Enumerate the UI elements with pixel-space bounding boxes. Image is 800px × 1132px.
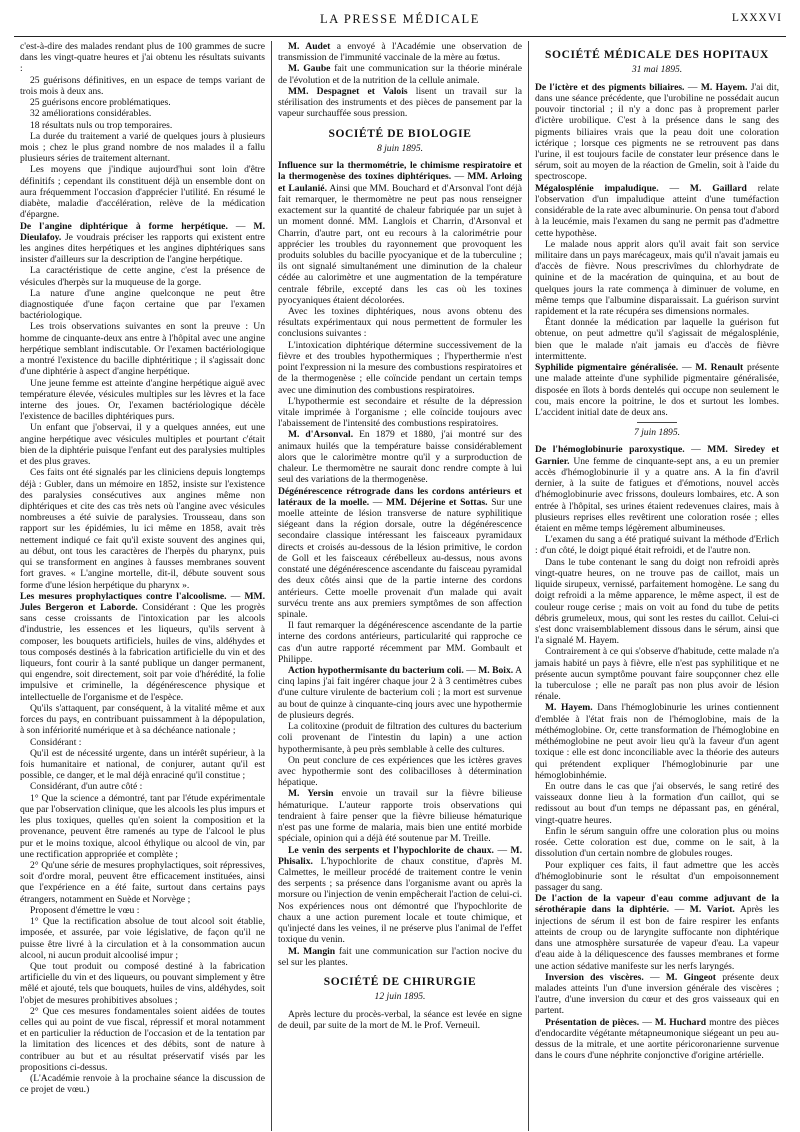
paragraph-text: L'examen du sang a été pratiqué suivant la méthode d'Erlich : d'un côté, le doigt piqué était refroidi, et de l'autre non. <box>535 534 779 557</box>
paragraph-text: La durée du traitement a varié de quelques jours à plusieurs mois ; chez le plus grand nombre de nos malades il a fallu plusieurs séries de traitement alternant. <box>20 130 265 165</box>
article-paragraph <box>535 317 779 362</box>
article-paragraph <box>535 557 779 647</box>
author-name: M. Hayem. <box>700 81 748 93</box>
paragraph-text: L'hypochlorite de chaux constitue, d'après M. Calmettes, le meilleur procédé de traitement contre le venin des serpents ; sa présence dans l'organisme avant ou après la morsure ou l'injection de venin empêcherait l'action de celui-ci. Nos expériences nous ont démontré que l'hypochlorite de chaux a une action purement locale et toute chimique, et qu'injecté dans les veines, il ne préserve plus l'animal de l'effet toxique du venin. <box>278 855 522 946</box>
author-name: M. Dieulafoy. <box>20 220 265 243</box>
paragraph-text: Qu'ils s'attaquent, par conséquent, à la vitalité même et aux forces du pays, en contribuant puissamment à la dépopulation, à son infériorité numérique et à sa déchéance nationale ; <box>20 702 265 737</box>
article-paragraph <box>535 860 779 894</box>
article-paragraph: Mégalosplénie impaludique. — M. Gaillard relate l'observation d'un impaludique atteint d'une tuméfaction considérable de la rate avec albuminurie. On pensa tout d'abord à la leucémie, mais l'examen du sang ne permit pas d'admettre cette hypothèse. <box>535 182 780 239</box>
paragraph-text: Que tout produit ou composé destiné à la fabrication artificielle du vin et des liqueurs, ou pouvant simplement y être mêlé et ajouté, tels que bouquets, huiles de vins, aldéhydes, soit l'objet de mesures prohibitives absolues ; <box>20 960 265 1006</box>
article-title: De l'action de la vapeur d'eau comme adjuvant de la sérothérapie dans la diphtérie. <box>535 893 779 916</box>
author-name: MM. Déjerine et Sottas. <box>386 496 488 508</box>
paragraph-text: Avec les toxines diphtériques, nous avons obtenu des résultats expérimentaux qui nous permettent de formuler les conclusions suivantes : <box>278 306 522 340</box>
article-paragraph: Présentation de pièces. — M. Huchard montre des pièces d'endocardite végétante métapneumonique siégeant un peu au-dessus de la mitrale, et une aortite péricoronarienne survenue dans le cours d'une néphrite conjonctive d'origine artérielle. <box>535 1016 780 1062</box>
article-paragraph <box>278 63 522 85</box>
author-name: M. Boix. <box>478 665 514 677</box>
article-paragraph <box>20 916 265 961</box>
session-date: 7 juin 1895. <box>633 427 681 439</box>
running-head <box>14 0 786 37</box>
article-paragraph <box>278 755 522 789</box>
paragraph-text: Enfin le sérum sanguin offre une coloration plus ou moins rosée. Cette coloration est due, comme on le sait, à la dissolution d'un certain nombre de globules rouges. <box>535 825 779 860</box>
paragraph-text: Après lecture du procès-verbal, la séance est levée en signe de deuil, par suite de la mort de M. le Prof. Verneuil. <box>278 1008 522 1031</box>
paragraph-text: Qu'il est de nécessité urgente, dans un intérêt supérieur, à la fois humanitaire et national, de conjurer, autant qu'il est possible, ce danger, et le mal déjà enraciné qu'il constitue ; <box>20 747 265 782</box>
paragraph-text: Considérant, d'un autre côté : <box>30 781 143 793</box>
author-name: M. Gingeot <box>665 971 716 983</box>
article-paragraph <box>20 793 265 860</box>
section-heading: SOCIÉTÉ DE CHIRURGIE <box>323 975 477 988</box>
paragraph-text: Contrairement à ce qui s'observe d'habitude, cette malade n'a jamais habité un pays à fièvre, elle n'est pas syphilitique et ne présente aucun symptôme pouvant faire soupçonner chez elle la tuberculose ; elle ne paraît pas non plus avoir de lésion rénale. <box>535 646 779 703</box>
author-name: M. Yersin <box>288 788 334 800</box>
paragraph-text: La colitoxine (produit de filtration des cultures du bacterium coli provenant de l'intestin du lapin) a une action hypothermisante, à peu près semblable à celle des cultures. <box>278 721 522 755</box>
article-paragraph: Syphilide pigmentaire généralisée. — M. Renault présente une malade atteinte d'une syphilide pigmentaire généralisée, disposée en îlots à bords dentelés qui occupe non seulement le cou, mais encore la poitrine, le dos et surtout les lombes. L'accident initial date de deux ans. <box>535 362 780 419</box>
paragraph-text: Ainsi que MM. Bouchard et d'Arsonval l'ont déjà fait remarquer, le thermomètre ne peut pas nous renseigner exactement sur la quantité de chaleur fabriquée par un sujet à un moment donné. MM. Langlois et Charrin, d'Arsonval et Charrin, d'autre part, ont eu recours à la calorimétrie pour apprécier les troubles du rayonnement que provoquent les produits solubles du bacille pyocyanique et de la tuberculine ; ils ont signalé simultanément une diminution de la chaleur cédée au calorimètre et une augmentation de la température centrale fébrile, excepté dans les cas où les toxines pyocyaniques étaient décolorées. <box>278 182 522 306</box>
article-paragraph <box>20 120 265 131</box>
paragraph-text: Considérant : <box>30 736 82 748</box>
article-paragraph: De l'ictère et des pigments biliaires. — M. Hayem. J'ai dit, dans une séance précédente, que l'urobiline ne possédait aucun pouvoir tinctorial ; il n'y a donc pas à proprement parler d'ictère urobilique. C'est à la présence dans le sang des pigments biliaires vrais que la peau doit une coloration ictérique ; lorsque ces pigments ne se retrouvent pas dans l'urine, il est toujours facile de constater leur présence dans le sérum, soit au moyen de la réaction de Gmelin, soit à l'aide du spectroscope. <box>535 81 780 183</box>
article-paragraph <box>278 946 522 968</box>
paragraph-text: Je voudrais préciser les rapports qui existent entre les angines dites herpétiques et les angines diphtériques sans insister d'ailleurs sur la description de l'angine herpétique. <box>20 231 265 266</box>
article-paragraph <box>20 131 265 165</box>
section-divider <box>637 422 677 423</box>
article-title: Les mesures prophylactiques contre l'alcoolisme. <box>20 590 227 602</box>
article-paragraph <box>20 422 265 467</box>
paragraph-text: Après les injections de sérum il est bon de faire respirer les enfants atteints de croup ou de laryngite suffocante non diphtérique dans une atmosphère sursaturée de vapeur d'eau. La vapeur d'eau aide à la déliquescence des fausses membranes et forme une action sédative manifeste sur les nerfs laryngés. <box>535 904 779 972</box>
author-name: M. Mangin <box>288 945 336 957</box>
paragraph-text: Il faut remarquer la dégénérescence ascendante de la partie interne des cordons antérieurs, particularité qui rapproche ce cas d'un autre rapporté récemment par MM. Gombault et Philippe. <box>278 620 522 665</box>
paragraph-text: L'hypothermie est secondaire et résulte de la dépression vitale imprimée à l'organisme ; elle coïncide toujours avec l'abaissement de l'intensité des combustions respiratoires. <box>278 395 522 430</box>
author-name: M. Renault <box>695 362 744 374</box>
article-title: De l'hémoglobinurie paroxystique. <box>535 444 685 456</box>
session-date: 8 juin 1895. <box>376 142 424 154</box>
article-paragraph: De l'hémoglobinurie paroxystique. — MM. Siredey et Garnier. Une femme de cinquante-sept ans, a eu un premier accès d'hémoglobinurie il y a quatre ans. A la fin d'avril dernier, à la suite de fatigues et d'émotions, nouvel accès d'hémoglobinurie avec frissons, douleurs lombaires, etc. A son entrée à l'hôpital, ses urines étaient redevenues claires, mais à plusieurs reprises elles revêtirent une coloration rosée ; elles étaient en même temps légèrement albumineuses. <box>535 444 780 534</box>
author-name: MM. Jules Bergeron et Laborde. <box>20 590 265 613</box>
paragraph-text: a envoyé à l'Académie une observation de transmission de l'immunité vaccinale de la mère au fœtus. <box>278 41 523 64</box>
paragraph-text: 2° Qu'une série de mesures prophylactiques, soit répressives, soit d'ordre moral, peuvent être efficacement instituées, ainsi que l'expérience en a été faite, surtout dans certains pays étrangers, notamment en Suède et Norvège ; <box>20 859 265 905</box>
author-name: M. Audet <box>288 41 331 52</box>
paragraph-text: lisent un travail sur la stérilisation des instruments et des pièces de pansement par la vapeur surchauffée sous pression. <box>278 85 522 120</box>
article-title: Présentation de pièces. <box>545 1016 640 1028</box>
paragraph-text: 25 guérisons encore problématiques. <box>30 97 171 109</box>
paragraph-text: 1° Que la rectification absolue de tout alcool soit établie, imposée, et assurée, par voie législative, de façon qu'il ne puisse être livré à la circulation et à la consommation aucun alcool, ni aucun produit alcoolisé impur ; <box>20 916 265 961</box>
article-paragraph: Inversion des viscères. — M. Gingeot présente deux malades atteints l'un d'une inversion générale des viscères ; l'autre, d'une inversion du cœur et des gros vaisseaux qui en partent. <box>535 971 779 1017</box>
paragraph-text: Sur une moelle atteinte de lésion transverse de nature syphilitique siégeant dans la région dorsale, outre la dégénérescence secondaire classique intéressant les faisceaux pyramidaux directs et croisés au-dessous de la lésion primitive, le cordon de Goll et les faisceaux cérébelleux au-dessus, nous avons constaté une dégénérescence ascendante du faisceau pyramidal des deux côtés ainsi que de la partie interne des cordons antérieurs. Cette moelle provenait d'un malade qui avait survécu trente ans aux premiers symptômes de son affection spinale. <box>278 496 523 620</box>
article-title: Action hypothermisante du bacterium coli. <box>288 665 464 677</box>
paragraph-text: La caractéristique de cette angine, c'est la présence de vésicules d'herpès sur la muqueuse de la gorge. <box>20 265 265 288</box>
paragraph-text: Pour expliquer ces faits, il faut admettre que les accès d'hémoglobinurie sont le résultat d'un empoisonnement passager du sang. <box>535 859 779 893</box>
paragraph-text: Le malade nous apprit alors qu'il avait fait son service militaire dans un pays marécageux, mais qu'il n'avait jamais eu d'accès de fièvre. Nous prescrivîmes du chlorhydrate de quinine et de la macération de quinquina, et au bout de quelques jours la rate commença à diminuer de volume, en même temps que l'albumine disparaissait. La guérison survint rapidement et la rate récupéra ses dimensions normales. <box>535 238 779 318</box>
paragraph-text: montre des pièces d'endocardite végétante métapneumonique siégeant un peu au-dessus de la mitrale, et une aortite péricoronarienne survenue dans le cours d'une néphrite conjonctive d'origine artérielle. <box>535 1016 780 1062</box>
paragraph-text: fait une communication sur la théorie minérale de l'évolution et de la nutrition de la cellule animale. <box>278 63 522 86</box>
article-paragraph <box>20 288 265 322</box>
paragraph-text: Étant donnée la médication par laquelle la guérison fut obtenue, on peut admettre qu'il s'agissait de mégalosplénie, bien que le malade n'ait jamais eu d'accès de fièvre intermittente. <box>535 317 779 362</box>
paragraph-text: L'intoxication diphtérique détermine successivement de la fièvre et des troubles hypothermiques ; l'hyperthermie n'est point l'expression ni la mesure des combustions respiratoires et de la thermogenèse ; elle coïncide pendant un certain temps avec une diminution des combustions respiratoires. <box>278 339 522 396</box>
paragraph-text: Un enfant que j'observai, il y a quelques années, eut une angine herpétique avec vésicules multiples et pourtant c'était bien de la diphtérie puisque l'enfant eut des paralysies multiples et des plus graves. <box>20 422 265 468</box>
article-paragraph <box>20 1073 265 1095</box>
article-paragraph: Le venin des serpents et l'hypochlorite de chaux. — M. Phisalix. L'hypochlorite de chaux constitue, d'après M. Calmettes, le meilleur procédé de traitement contre le venin des serpents ; sa présence dans l'organisme avant ou après la morsure ou l'injection de venin empêcherait l'action de celui-ci. Nos expériences nous ont démontré que l'hypochlorite de chaux a une action purement locale et toute chimique, et qu'injecté dans les veines, il ne préserve plus l'animal de l'effet toxique du venin. <box>278 844 523 946</box>
paragraph-text: relate l'observation d'un impaludique atteint d'une tuméfaction considérable de la rate avec albuminurie. On pensa tout d'abord à la leucémie, mais l'examen du sang ne permit pas d'admettre cette hypothèse. <box>535 182 780 239</box>
paragraph-text: (L'Académie renvoie à la prochaine séance la discussion de ce projet de vœu.) <box>20 1073 265 1096</box>
paragraph-text: 2° Que ces mesures fondamentales soient aidées de toutes celles qui au point de vue fiscal, répressif et moral notamment et en particulier la réduction de l'occasion et de la tentation par la limitation des licences et des débits, sont de nature à contribuer au but et au résultat préservatif visés par les propositions ci-dessus. <box>20 1005 265 1073</box>
article-paragraph <box>20 737 265 748</box>
article-paragraph: De l'angine diphtérique à forme herpétique. — M. Dieulafoy. Je voudrais préciser les rapports qui existent entre les angines dites herpétiques et les angines diphtériques sans insister d'ailleurs sur la description de l'angine herpétique. <box>20 220 265 266</box>
author-name: MM. Arloing et Laulanié. <box>278 171 522 194</box>
session-date: 12 juin 1895. <box>374 991 426 1003</box>
paragraph-text: Une jeune femme est atteinte d'angine herpétique aiguë avec température élevée, vésicules multiples sur les lèvres et la face interne des joues. Or, l'examen bactériologique décèle l'existence de bacilles diphtériques purs. <box>20 377 265 423</box>
article-paragraph <box>278 41 522 63</box>
column-left <box>14 41 271 1131</box>
paragraph-text: Les moyens que j'indique aujourd'hui sont loin d'être définitifs ; cependant ils constituent déjà un ensemble dont on aura fréquemment l'occasion d'apprécier l'utilité. En résumé le diabète, maladie d'accélération, relève de la médication d'épargne. <box>20 164 265 221</box>
article-paragraph <box>20 748 265 782</box>
paragraph-text: 18 résultats nuls ou trop temporaires. <box>30 119 173 131</box>
paragraph-text: Une femme de cinquante-sept ans, a eu un premier accès d'hémoglobinurie il y a quatre ans. A la fin d'avril dernier, à la suite de fatigues et d'émotions, nouvel accès d'hémoglobinurie avec frissons, douleurs lombaires, etc. A son entrée à l'hôpital, ses urines étaient redevenues claires, mais à plusieurs reprises elles revêtirent une coloration rosée ; elles étaient en même temps légèrement albumineuses. <box>535 455 779 534</box>
article-paragraph <box>20 1006 265 1073</box>
article-title: Le venin des serpents et l'hypochlorite de chaux. <box>288 844 494 856</box>
article-paragraph <box>278 721 522 755</box>
author-name: M. Gaillard <box>689 182 747 194</box>
paragraph-text: présente une malade atteinte d'une syphilide pigmentaire généralisée, disposée en îlots à bords dentelés qui occupe non seulement le cou, mais encore la poitrine, le dos et surtout les lombes. L'accident initial date de deux ans. <box>535 362 780 419</box>
author-name: M. Huchard <box>654 1016 707 1028</box>
article-paragraph <box>278 306 522 340</box>
author-name: M. Gaube <box>288 63 331 75</box>
article-paragraph <box>20 378 265 423</box>
article-paragraph <box>535 826 779 860</box>
article-paragraph <box>535 239 779 318</box>
columns <box>14 41 786 1131</box>
article-paragraph <box>535 534 779 556</box>
article-paragraph: Influence sur la thermométrie, le chimisme respiratoire et la thermogenèse des toxines diphtériques. — MM. Arloing et Laulanié. Ainsi que MM. Bouchard et d'Arsonval l'ont déjà fait remarquer, le thermomètre ne peut pas nous renseigner exactement sur la quantité de chaleur fabriquée par un sujet à un moment donné. MM. Langlois et Charrin, d'Arsonval et Charrin, d'autre part, ont eu recours à la calorimétrie pour apprécier les troubles du rayonnement que provoquent les produits solubles du bacille pyocyanique et de la tuberculine ; ils ont signalé simultanément une diminution de la chaleur cédée au calorimètre et une augmentation de la température centrale fébrile, excepté dans les cas où les toxines pyocyaniques étaient décolorées. <box>278 160 522 306</box>
article-paragraph <box>20 41 265 75</box>
column-middle <box>271 41 528 1131</box>
article-paragraph <box>20 108 265 119</box>
article-paragraph <box>20 467 265 590</box>
paragraph-text: Ces faits ont été signalés par les cliniciens depuis longtemps déjà : Gubler, dans un mémoire en 1852, insiste sur l'existence des paralysies consécutives aux angines même non diphtériques et cite des cas très nets où l'angine avec vésicules nombreuses a été suivie de paralysies. Trousseau, dans son rapport sur les épidémies, lu ici même en 1858, avait très nettement indiqué ce fait qu'il existe souvent des angines qui, au début, ont tous les caractères de l'herpès du pharynx, puis qui se transforment en angines à fausses membranes souvent fort graves. « L'angine mortelle, dit-il, débute souvent sous forme d'une lésion herpétique du pharynx ». <box>20 467 265 591</box>
article-paragraph <box>20 321 265 377</box>
article-paragraph <box>535 646 779 702</box>
paragraph-text: On peut conclure de ces expériences que les ictères graves avec hypothermie sont des colibacilloses à détermination hépatique. <box>278 754 522 789</box>
article-paragraph <box>278 340 522 396</box>
paragraph-text: fait une communication sur l'action nocive du sel sur les plantes. <box>278 945 522 968</box>
article-paragraph <box>20 905 265 916</box>
paragraph-text: La nature d'une angine quelconque ne peut être diagnostiquée d'une façon certaine que par l'examen bactériologique. <box>20 287 265 322</box>
article-paragraph <box>20 703 265 737</box>
paragraph-text: 1° Que la science a démontré, tant par l'étude expérimentale que par l'observation clinique, que les alcools les plus impurs et les plus toxiques, quelles qu'en soient la composition et la provenance, peuvent être ramenés au type de l'alcool le plus pur et le moins toxique, alcool éthylique ou alcool de vin, par une rectification appropriée et complète ; <box>20 792 265 860</box>
paragraph-text: c'est-à-dire des malades rendant plus de 100 grammes de sucre dans les vingt-quatre heures et j'ai obtenu les résultats suivants : <box>20 41 265 75</box>
author-name: M. Hayem. <box>545 702 593 714</box>
paragraph-text: envoie un travail sur la fièvre bilieuse hématurique. L'auteur rapporte trois observations qui tendraient à faire penser que la fièvre bilieuse hématurique n'est pas une forme de malaria, mais bien une entité morbide spéciale, opinion qui a déjà été soutenue par M. Treille. <box>278 788 522 845</box>
author-name: M. Phisalix. <box>278 844 523 867</box>
article-paragraph <box>20 781 265 792</box>
author-name: M. Variot. <box>689 904 735 916</box>
article-paragraph <box>278 620 522 665</box>
article-paragraph <box>20 97 265 108</box>
article-title: Influence sur la thermométrie, le chimisme respiratoire et la thermogenèse des toxines diphtériques. <box>278 160 522 183</box>
session-date: 31 mai 1895. <box>631 64 683 76</box>
article-paragraph <box>20 265 265 287</box>
paragraph-text: En 1879 et 1880, j'ai montré sur des animaux huilés que la température baisse considérablement alors que le calorimètre montre qu'il y a surproduction de chaleur. Le thermomètre ne saurait donc rendre compte à lui seul des variations de la thermogenèse. <box>278 429 522 486</box>
article-paragraph: Dégénérescence rétrograde dans les cordons antérieurs et latéraux de la moelle. — MM. Déjerine et Sottas. Sur une moelle atteinte de lésion transverse de nature syphilitique siégeant dans la région dorsale, outre la dégénérescence secondaire classique intéressant les faisceaux pyramidaux directs et croisés au-dessous de la lésion primitive, le cordon de Goll et les faisceaux cérébelleux au-dessus, nous avons constaté une dégénérescence ascendante du faisceau pyramidal des deux côtés ainsi que de la partie interne des cordons antérieurs. Cette moelle provenait d'un malade qui avait survécu trente ans aux premiers symptômes de son affection spinale. <box>278 485 523 620</box>
article-paragraph <box>278 1009 522 1031</box>
article-paragraph <box>535 702 779 781</box>
paragraph-text: A cinq lapins j'ai fait ingérer chaque jour 2 à 3 centimètres cubes d'une culture virulente de bacterium coli ; la mort est survenue au bout de quinze à cinquante-cinq jours avec une hypothermie de plusieurs degrés. <box>278 665 522 721</box>
paragraph-text: Considérant : Que les progrès sans cesse croissants de l'intoxication par les alcools d'industrie, les essences et les liqueurs, qu'ils servent à composer, les bouquets artificiels, huiles de vins, aldéhydes et tous composés destinés à la fabrication artificielle du vin et des liqueurs, font courir à la santé publique un danger permanent, qui engendre, soit directement, soit par voie d'hérédité, la folie impulsive et criminelle, la dégénérescence physique et intellectuelle de l'organisme et de l'espèce. <box>20 601 265 703</box>
article-title: Inversion des viscères. <box>545 971 644 983</box>
article-paragraph <box>20 961 265 1006</box>
section-heading: SOCIÉTÉ DE BIOLOGIE <box>328 127 472 140</box>
article-title: Dégénérescence rétrograde dans les cordons antérieurs et latéraux de la moelle. <box>278 485 522 508</box>
article-title: Mégalosplénie impaludique. <box>535 182 659 194</box>
article-paragraph <box>278 788 522 844</box>
paragraph-text: Dans le tube contenant le sang du doigt non refroidi après vingt-quatre heures, on ne trouve pas de caillot, mais un liquide sirupeux, vernissé, parfaitement homogène. Le sang du doigt refroidi a la même apparence, le même aspect, il est de couleur rouge cerise ; mais on voit au fond du tube de petits débris grumeleux, mous, qui sont les restes du caillot. Celui-ci s'est donc vraisemblablement dissous dans le sérum, ainsi que l'a signalé M. Hayem. <box>535 556 779 647</box>
article-paragraph <box>20 164 265 220</box>
article-title: De l'ictère et des pigments biliaires. <box>535 81 685 93</box>
article-paragraph <box>20 860 265 905</box>
article-paragraph <box>535 781 779 826</box>
article-paragraph: De l'action de la vapeur d'eau comme adjuvant de la sérothérapie dans la diphtérie. — M. Variot. Après les injections de sérum il est bon de faire respirer les enfants atteints de croup ou de laryngite suffocante non diphtérique dans une atmosphère sursaturée de vapeur d'eau. La vapeur d'eau aide à la déliquescence des fausses membranes et forme une action sédative manifeste sur les nerfs laryngés. <box>535 893 779 972</box>
article-paragraph <box>278 86 522 120</box>
paragraph-text: Proposent d'émettre le vœu : <box>30 904 140 916</box>
article-paragraph: Les mesures prophylactiques contre l'alcoolisme. — MM. Jules Bergeron et Laborde. Considérant : Que les progrès sans cesse croissants de l'intoxication par les alcools d'industrie, les essences et les liqueurs, qu'ils servent à composer, les bouquets artificiels, huiles de vins, aldéhydes et tous composés destinés à la fabrication artificielle du vin et des liqueurs, font courir à la santé publique un danger permanent, qui engendre, soit directement, soit par voie d'hérédité, la folie impulsive et criminelle, la dégénérescence physique et intellectuelle de l'organisme et de l'espèce. <box>20 590 265 703</box>
author-name: M. d'Arsonval. <box>288 429 354 441</box>
article-title: Syphilide pigmentaire généralisée. <box>535 362 679 374</box>
article-paragraph <box>278 396 522 430</box>
section-heading: SOCIÉTÉ MÉDICALE DES HOPITAUX <box>545 49 769 61</box>
paragraph-text: Dans l'hémoglobinurie les urines contiennent d'emblée à l'état frais non de l'hémoglobine, mais de la méthémoglobine. Or, cette transformation de l'hémoglobine en méthémoglobine ne peut avoir lieu qu'à la faveur d'un agent toxique : elle est donc inconciliable avec la théorie des auteurs qui prétendent expliquer l'hémoglobinurie par une hémoglobinhémie. <box>535 702 780 781</box>
author-name: MM. Siredey et Garnier. <box>535 444 780 467</box>
article-paragraph <box>278 429 522 485</box>
article-paragraph: Action hypothermisante du bacterium coli. — M. Boix. A cinq lapins j'ai fait ingérer chaque jour 2 à 3 centimètres cubes d'une culture virulente de bacterium coli ; la mort est survenue au bout de quinze à cinquante-cinq jours avec une hypothermie de plusieurs degrés. <box>278 665 522 721</box>
paragraph-text: J'ai dit, dans une séance précédente, que l'urobiline ne possédait aucun pouvoir tinctorial ; il n'y a donc pas à proprement parler d'ictère urobilique. C'est à la présence dans le sang des pigments biliaires vrais que la peau doit une coloration ictérique ; lorsque ces pigments ne se retrouvent pas dans l'urine, il est toujours facile de constater leur présence dans le sérum, soit au moyen de la réaction de Gmelin, soit à l'aide du spectroscope. <box>535 81 780 183</box>
journal-title: LA PRESSE MÉDICALE <box>319 12 481 26</box>
article-paragraph <box>20 75 265 97</box>
paragraph-text: 25 guérisons définitives, en un espace de temps variant de trois mois à deux ans. <box>20 74 265 97</box>
page-folio: LXXXVI <box>731 12 782 24</box>
author-name: MM. Despagnet et Valois <box>288 85 408 97</box>
column-right <box>528 41 785 1131</box>
paragraph-text: Les trois observations suivantes en sont la preuve : Un homme de cinquante-deux ans entre à l'hôpital avec une angine herpétique semblant indiscutable. Or l'examen bactériologique a montré l'existence du bacille diphtéritique ; il s'agissait donc d'une diphtérie à aspect d'angine herpétique. <box>20 321 265 378</box>
paragraph-text: présente deux malades atteints l'un d'une inversion générale des viscères ; l'autre, d'une inversion du cœur et des gros vaisseaux qui en partent. <box>535 971 779 1017</box>
article-title: De l'angine diphtérique à forme herpétique. <box>20 220 228 232</box>
paragraph-text: 32 améliorations considérables. <box>30 108 152 120</box>
paragraph-text: En outre dans le cas que j'ai observés, le sang retiré des vaisseaux donne lieu à la formation d'un caillot, qui se redissout au bout d'un temps ne dépassant pas, en général, vingt-quatre heures. <box>535 781 779 826</box>
